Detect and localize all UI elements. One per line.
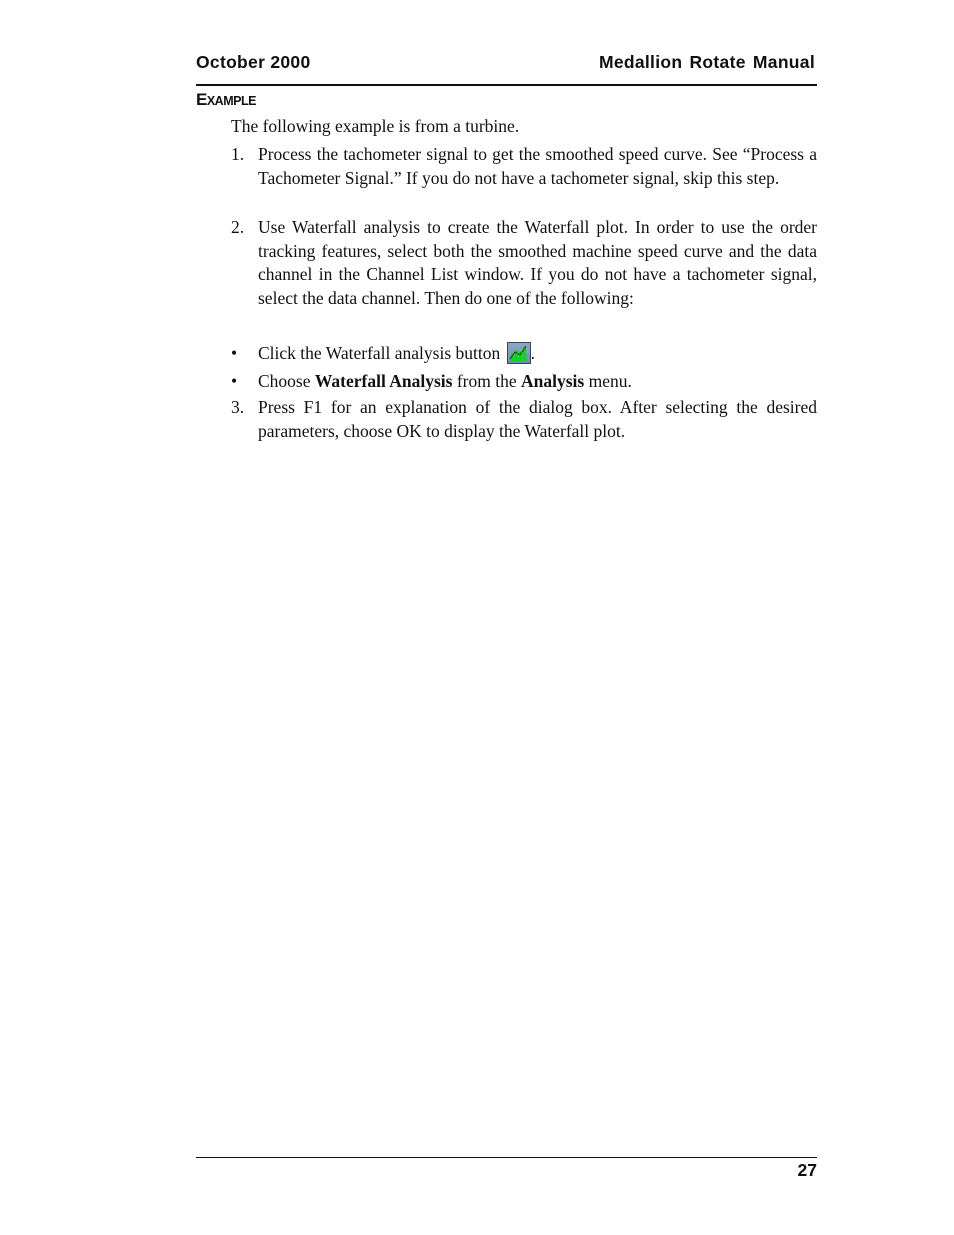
- section-title-rest: XAMPLE: [206, 94, 256, 108]
- step-text: Process the tachometer signal to get the smoothed speed curve. See “Process a Tachometer Signal.” If you do not have a tachometer signal, skip this step.: [258, 144, 817, 188]
- section-title: [196, 90, 256, 110]
- step-text: Press F1 for an explanation of the dialog box. After selecting the desired parameters, choose OK to display the Waterfall plot.: [258, 397, 817, 441]
- section-title-initial: E: [196, 90, 207, 109]
- step-number: 3.: [231, 397, 245, 417]
- bullet-text-post: menu.: [584, 371, 632, 391]
- bullet-marker: •: [231, 371, 238, 391]
- bullet-marker: •: [231, 343, 238, 363]
- step-text: Use Waterfall analysis to create the Waterfall plot. In order to use the order tracking features, select both the smoothed machine speed curve and the data channel in the Channel List window. If you do not have a tachometer signal, select the data channel. Then do one of the following:: [258, 217, 817, 308]
- intro-paragraph: The following example is from a turbine.: [231, 116, 520, 136]
- bullet-text-after: .: [530, 343, 535, 363]
- bullet-text-pre: Choose: [258, 371, 315, 391]
- header-date: October 2000: [196, 52, 311, 72]
- menu-analysis: Analysis: [520, 371, 585, 391]
- footer-divider: [196, 1157, 817, 1158]
- step-number: 1.: [231, 144, 245, 164]
- bullet-text-before: Click the Waterfall analysis button: [258, 343, 505, 363]
- bullet-text: [258, 342, 817, 366]
- bullet-text: [258, 370, 817, 394]
- menu-item-waterfall-analysis: Waterfall Analysis: [314, 371, 453, 391]
- page-header: [196, 50, 817, 86]
- header-title: Medallion Rotate Manual: [598, 52, 815, 72]
- bullet-text-mid: from the: [452, 371, 521, 391]
- waterfall-analysis-icon: [507, 342, 531, 364]
- page-number: 27: [797, 1160, 817, 1180]
- step-number: 2.: [231, 217, 245, 237]
